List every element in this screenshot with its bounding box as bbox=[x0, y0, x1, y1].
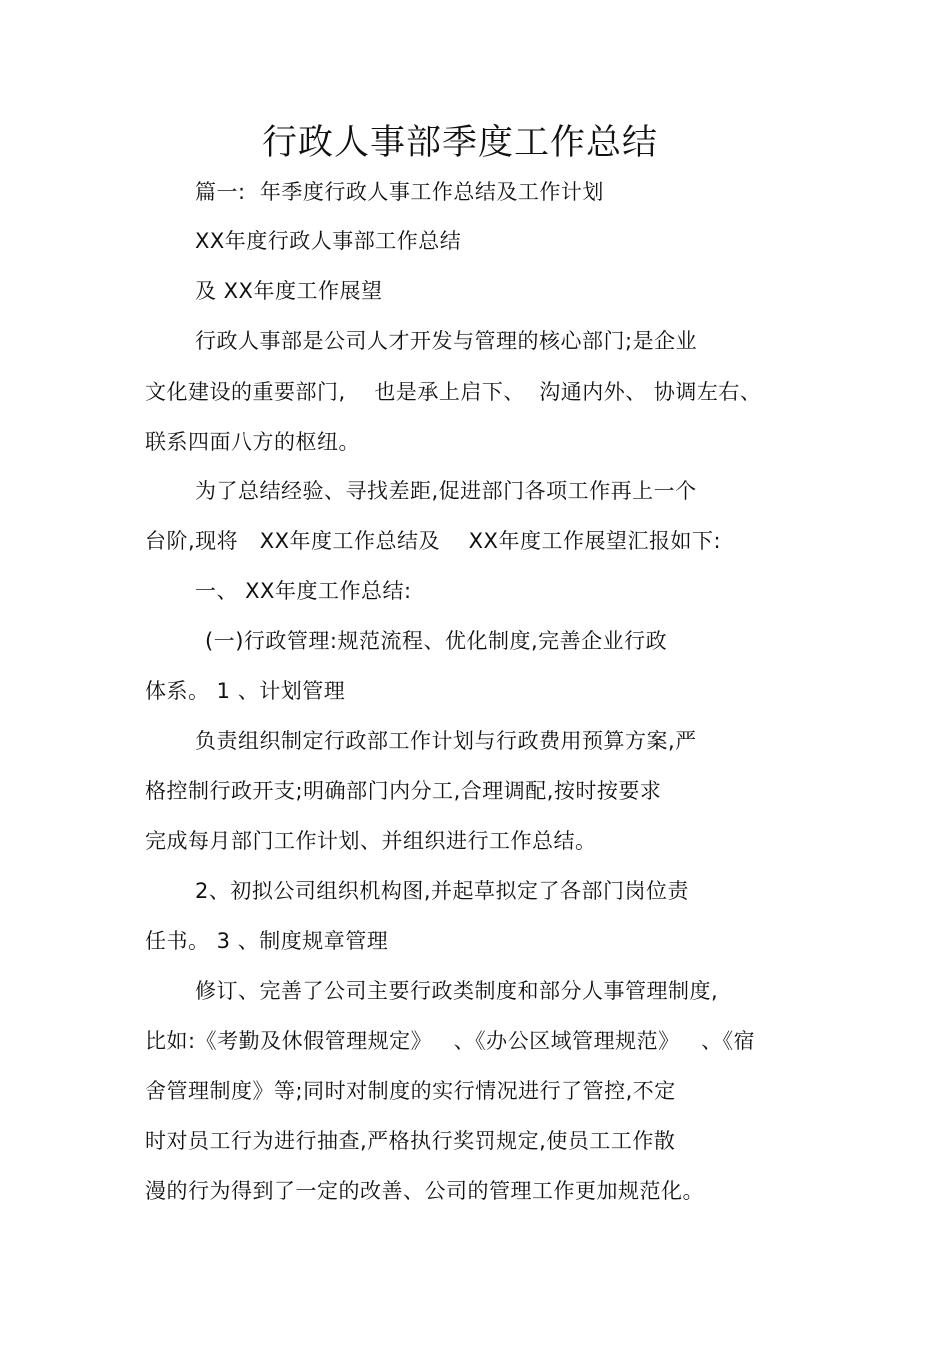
paragraph-line: 为了总结经验、寻找差距,促进部门各项工作再上一个 bbox=[195, 479, 697, 503]
paragraph-line: 时对员工行为进行抽查,严格执行奖罚规定,使员工工作散 bbox=[145, 1129, 676, 1153]
paragraph-line: 舍管理制度》等;同时对制度的实行情况进行了管控,不定 bbox=[145, 1079, 676, 1103]
paragraph-line: 行政人事部是公司人才开发与管理的核心部门;是企业 bbox=[195, 329, 698, 353]
paragraph-line: 任书。 3 、制度规章管理 bbox=[145, 929, 389, 953]
paragraph-line: 篇一: 年季度行政人事工作总结及工作计划 bbox=[195, 180, 604, 204]
paragraph-line: 一、 XX年度工作总结: bbox=[195, 579, 412, 603]
paragraph-line: XX年度行政人事部工作总结 bbox=[195, 229, 462, 253]
paragraph-line: 联系四面八方的枢纽。 bbox=[145, 430, 360, 454]
paragraph-line: (一)行政管理:规范流程、优化制度,完善企业行政 bbox=[205, 629, 668, 653]
paragraph-line: 2、初拟公司组织机构图,并起草拟定了各部门岗位责 bbox=[195, 879, 690, 903]
paragraph-line: 格控制行政开支;明确部门内分工,合理调配,按时按要求 bbox=[145, 779, 662, 803]
paragraph-line: 体系。 1 、计划管理 bbox=[145, 679, 346, 703]
paragraph-line: 比如:《考勤及休假管理规定》 、《办公区域管理规范》 、《宿 bbox=[145, 1029, 756, 1053]
paragraph-line: 及 XX年度工作展望 bbox=[195, 279, 383, 303]
paragraph-line: 文化建设的重要部门, 也是承上启下、 沟通内外、 协调左右、 bbox=[145, 380, 762, 404]
paragraph-line: 负责组织制定行政部工作计划与行政费用预算方案,严 bbox=[195, 729, 697, 753]
paragraph-line: 漫的行为得到了一定的改善、公司的管理工作更加规范化。 bbox=[145, 1179, 704, 1203]
paragraph-line: 修订、完善了公司主要行政类制度和部分人事管理制度, bbox=[195, 979, 719, 1003]
document-title: 行政人事部季度工作总结 bbox=[261, 123, 658, 163]
paragraph-line: 完成每月部门工作计划、并组织进行工作总结。 bbox=[145, 829, 597, 853]
paragraph-line: 台阶,现将 XX年度工作总结及 XX年度工作展望汇报如下: bbox=[145, 529, 722, 553]
